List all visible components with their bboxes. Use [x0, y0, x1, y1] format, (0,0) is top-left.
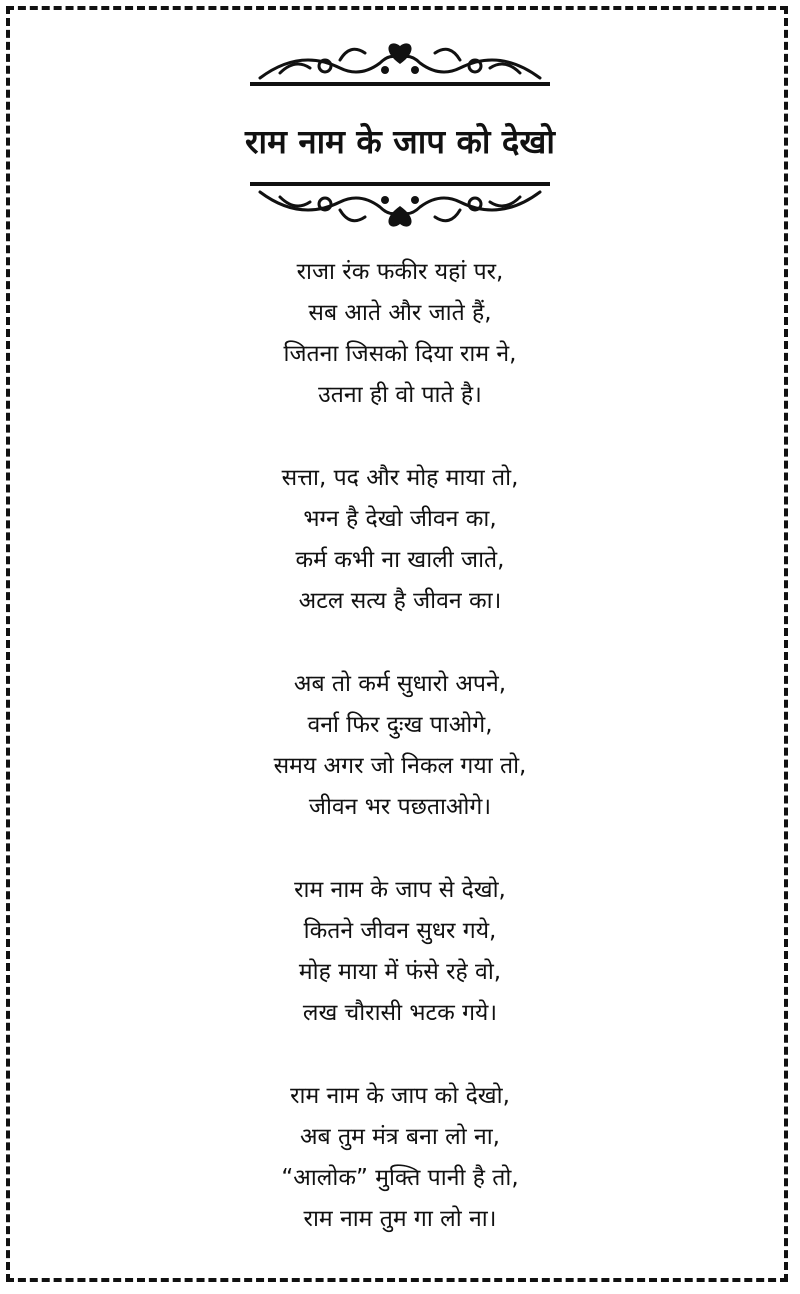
poem-title: राम नाम के जाप को देखो — [245, 122, 555, 161]
ornamental-divider-icon — [240, 180, 560, 230]
poem-line: लख चौरासी भटक गये। — [302, 1000, 498, 1026]
poem-line: जीवन भर पछताओगे। — [308, 794, 492, 820]
stanza — [0, 664, 800, 870]
poem-line: कितने जीवन सुधर गये, — [303, 918, 497, 944]
poem-line: वर्ना फिर दुःख पाओगे, — [307, 712, 493, 738]
poem-line: समय अगर जो निकल गया तो, — [273, 753, 527, 779]
poem-line: सत्ता, पद और मोह माया तो, — [281, 465, 519, 491]
poem-line: सब आते और जाते हैं, — [308, 300, 492, 326]
poem-line: अब तुम मंत्र बना लो ना, — [299, 1124, 500, 1150]
poem-line: राम नाम के जाप से देखो, — [294, 877, 506, 903]
poem-line: उतना ही वो पाते है। — [318, 382, 482, 408]
ornamental-divider-icon — [240, 38, 560, 88]
poem-line: “आलोक” मुक्ति पानी है तो, — [281, 1165, 519, 1191]
poem-line: अब तो कर्म सुधारो अपने, — [293, 671, 507, 697]
poem-line: कर्म कभी ना खाली जाते, — [295, 547, 505, 573]
poem-body — [0, 252, 800, 1282]
poem-line: राम नाम तुम गा लो ना। — [303, 1206, 497, 1232]
poem-line: जितना जिसको दिया राम ने, — [283, 341, 517, 367]
poem-line: अटल सत्य है जीवन का। — [298, 588, 502, 614]
stanza — [0, 458, 800, 664]
poem-line: राजा रंक फकीर यहां पर, — [296, 259, 504, 285]
stanza — [0, 252, 800, 458]
stanza — [0, 870, 800, 1076]
poem-line: मोह माया में फंसे रहे वो, — [298, 959, 502, 985]
poem-line: भग्न है देखो जीवन का, — [303, 506, 497, 532]
poem-line: राम नाम के जाप को देखो, — [290, 1083, 510, 1109]
stanza — [0, 1076, 800, 1282]
